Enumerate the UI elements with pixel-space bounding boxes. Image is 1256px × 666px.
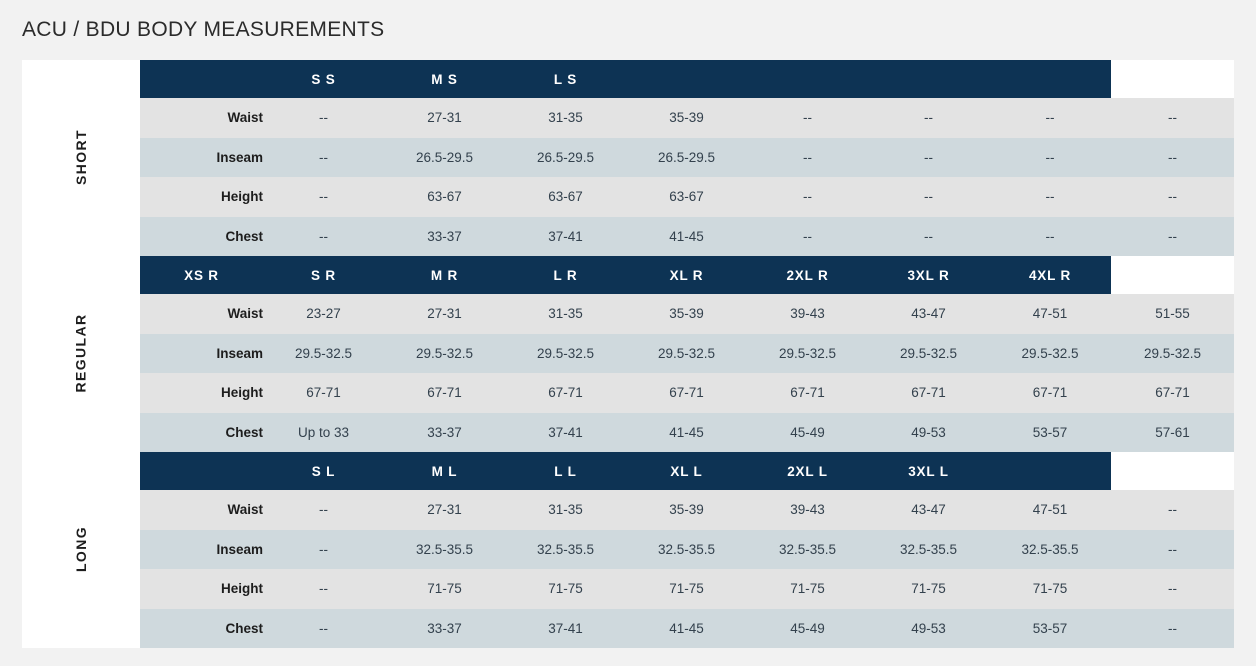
- cell-value: 31-35: [505, 490, 626, 530]
- cell-value: --: [263, 138, 384, 178]
- table-row: [22, 530, 1234, 570]
- cell-value: --: [263, 217, 384, 257]
- cell-value: 67-71: [1111, 373, 1234, 413]
- cell-value: 71-75: [989, 569, 1111, 609]
- cell-value: 37-41: [505, 609, 626, 649]
- table-row: [22, 569, 1234, 609]
- table-header-row-regular: [22, 256, 1234, 294]
- column-header: [626, 60, 747, 98]
- column-header: S L: [263, 452, 384, 490]
- cell-value: 67-71: [505, 373, 626, 413]
- cell-value: --: [263, 609, 384, 649]
- cell-value: 71-75: [747, 569, 868, 609]
- cell-value: 71-75: [384, 569, 505, 609]
- table-row: [22, 177, 1234, 217]
- cell-value: 37-41: [505, 217, 626, 257]
- row-label: Waist: [140, 98, 263, 138]
- cell-value: 29.5-32.5: [1111, 334, 1234, 374]
- cell-value: --: [1111, 609, 1234, 649]
- cell-value: 32.5-35.5: [384, 530, 505, 570]
- column-header: M R: [384, 256, 505, 294]
- cell-value: 67-71: [989, 373, 1111, 413]
- cell-value: --: [989, 217, 1111, 257]
- column-header: L S: [505, 60, 626, 98]
- table-header-row-long: [22, 452, 1234, 490]
- cell-value: 63-67: [505, 177, 626, 217]
- cell-value: 41-45: [626, 609, 747, 649]
- cell-value: 27-31: [384, 294, 505, 334]
- cell-value: --: [747, 177, 868, 217]
- cell-value: 45-49: [747, 413, 868, 453]
- cell-value: --: [263, 98, 384, 138]
- cell-value: 26.5-29.5: [384, 138, 505, 178]
- column-header: XL L: [626, 452, 747, 490]
- cell-value: 29.5-32.5: [626, 334, 747, 374]
- cell-value: 39-43: [747, 490, 868, 530]
- cell-value: 67-71: [747, 373, 868, 413]
- group-label-short: SHORT: [22, 60, 140, 256]
- cell-value: 29.5-32.5: [989, 334, 1111, 374]
- column-header: XS R: [140, 256, 263, 294]
- column-header: L R: [505, 256, 626, 294]
- row-label: Inseam: [140, 334, 263, 374]
- row-label: Height: [140, 373, 263, 413]
- cell-value: 37-41: [505, 413, 626, 453]
- row-label: Waist: [140, 294, 263, 334]
- row-label: Inseam: [140, 138, 263, 178]
- cell-value: 29.5-32.5: [868, 334, 989, 374]
- cell-value: --: [1111, 177, 1234, 217]
- column-header: S R: [263, 256, 384, 294]
- cell-value: 63-67: [626, 177, 747, 217]
- column-header: [989, 452, 1111, 490]
- cell-value: 27-31: [384, 490, 505, 530]
- table-row: [22, 294, 1234, 334]
- cell-value: 39-43: [747, 294, 868, 334]
- cell-value: 71-75: [868, 569, 989, 609]
- cell-value: --: [1111, 138, 1234, 178]
- cell-value: 45-49: [747, 609, 868, 649]
- cell-value: 57-61: [1111, 413, 1234, 453]
- cell-value: 67-71: [263, 373, 384, 413]
- cell-value: --: [868, 98, 989, 138]
- cell-value: --: [1111, 98, 1234, 138]
- cell-value: 32.5-35.5: [505, 530, 626, 570]
- cell-value: 41-45: [626, 413, 747, 453]
- cell-value: --: [747, 98, 868, 138]
- cell-value: 23-27: [263, 294, 384, 334]
- cell-value: 49-53: [868, 609, 989, 649]
- cell-value: 29.5-32.5: [263, 334, 384, 374]
- cell-value: --: [868, 217, 989, 257]
- column-header: S S: [263, 60, 384, 98]
- column-header: [989, 60, 1111, 98]
- cell-value: 67-71: [384, 373, 505, 413]
- cell-value: 32.5-35.5: [989, 530, 1111, 570]
- cell-value: 47-51: [989, 490, 1111, 530]
- cell-value: --: [868, 138, 989, 178]
- cell-value: --: [263, 177, 384, 217]
- cell-value: 47-51: [989, 294, 1111, 334]
- cell-value: 31-35: [505, 98, 626, 138]
- cell-value: --: [1111, 530, 1234, 570]
- column-header: 4XL R: [989, 256, 1111, 294]
- table-header-row-short: [22, 60, 1234, 98]
- cell-value: --: [263, 490, 384, 530]
- column-header: M S: [384, 60, 505, 98]
- column-header: [140, 60, 263, 98]
- cell-value: --: [263, 530, 384, 570]
- cell-value: Up to 33: [263, 413, 384, 453]
- cell-value: 51-55: [1111, 294, 1234, 334]
- cell-value: 49-53: [868, 413, 989, 453]
- cell-value: 53-57: [989, 609, 1111, 649]
- cell-value: 32.5-35.5: [626, 530, 747, 570]
- table-row: [22, 217, 1234, 257]
- cell-value: 35-39: [626, 294, 747, 334]
- cell-value: 27-31: [384, 98, 505, 138]
- column-header: M L: [384, 452, 505, 490]
- row-label: Height: [140, 569, 263, 609]
- row-label: Inseam: [140, 530, 263, 570]
- table-row: [22, 138, 1234, 178]
- cell-value: 29.5-32.5: [505, 334, 626, 374]
- cell-value: 26.5-29.5: [626, 138, 747, 178]
- table-row: [22, 98, 1234, 138]
- cell-value: 31-35: [505, 294, 626, 334]
- cell-value: 32.5-35.5: [868, 530, 989, 570]
- cell-value: --: [1111, 217, 1234, 257]
- cell-value: --: [989, 98, 1111, 138]
- row-label: Height: [140, 177, 263, 217]
- cell-value: 63-67: [384, 177, 505, 217]
- cell-value: 26.5-29.5: [505, 138, 626, 178]
- cell-value: 33-37: [384, 217, 505, 257]
- table-row: [22, 609, 1234, 649]
- row-label: Chest: [140, 609, 263, 649]
- cell-value: 67-71: [626, 373, 747, 413]
- row-label: Chest: [140, 413, 263, 453]
- cell-value: 29.5-32.5: [747, 334, 868, 374]
- group-label-long: LONG: [22, 452, 140, 648]
- column-header: [868, 60, 989, 98]
- cell-value: 53-57: [989, 413, 1111, 453]
- column-header: 3XL L: [868, 452, 989, 490]
- table-row: [22, 334, 1234, 374]
- column-header: 3XL R: [868, 256, 989, 294]
- column-header: XL R: [626, 256, 747, 294]
- cell-value: --: [747, 138, 868, 178]
- cell-value: 33-37: [384, 609, 505, 649]
- page-title: ACU / BDU BODY MEASUREMENTS: [22, 18, 385, 41]
- cell-value: 33-37: [384, 413, 505, 453]
- cell-value: 29.5-32.5: [384, 334, 505, 374]
- cell-value: 71-75: [505, 569, 626, 609]
- table-row: [22, 413, 1234, 453]
- cell-value: 35-39: [626, 490, 747, 530]
- cell-value: --: [989, 177, 1111, 217]
- column-header: [747, 60, 868, 98]
- cell-value: 35-39: [626, 98, 747, 138]
- table-row: [22, 373, 1234, 413]
- cell-value: 32.5-35.5: [747, 530, 868, 570]
- cell-value: --: [747, 217, 868, 257]
- column-header: 2XL R: [747, 256, 868, 294]
- cell-value: 41-45: [626, 217, 747, 257]
- cell-value: --: [868, 177, 989, 217]
- cell-value: 71-75: [626, 569, 747, 609]
- cell-value: 67-71: [868, 373, 989, 413]
- cell-value: 43-47: [868, 490, 989, 530]
- row-label: Waist: [140, 490, 263, 530]
- size-chart-table: [22, 60, 1234, 648]
- column-header: [140, 452, 263, 490]
- size-chart-table-container: [22, 60, 1234, 648]
- row-label: Chest: [140, 217, 263, 257]
- column-header: 2XL L: [747, 452, 868, 490]
- cell-value: --: [263, 569, 384, 609]
- group-label-regular: REGULAR: [22, 256, 140, 452]
- cell-value: --: [1111, 569, 1234, 609]
- cell-value: --: [1111, 490, 1234, 530]
- cell-value: --: [989, 138, 1111, 178]
- table-row: [22, 490, 1234, 530]
- cell-value: 43-47: [868, 294, 989, 334]
- column-header: L L: [505, 452, 626, 490]
